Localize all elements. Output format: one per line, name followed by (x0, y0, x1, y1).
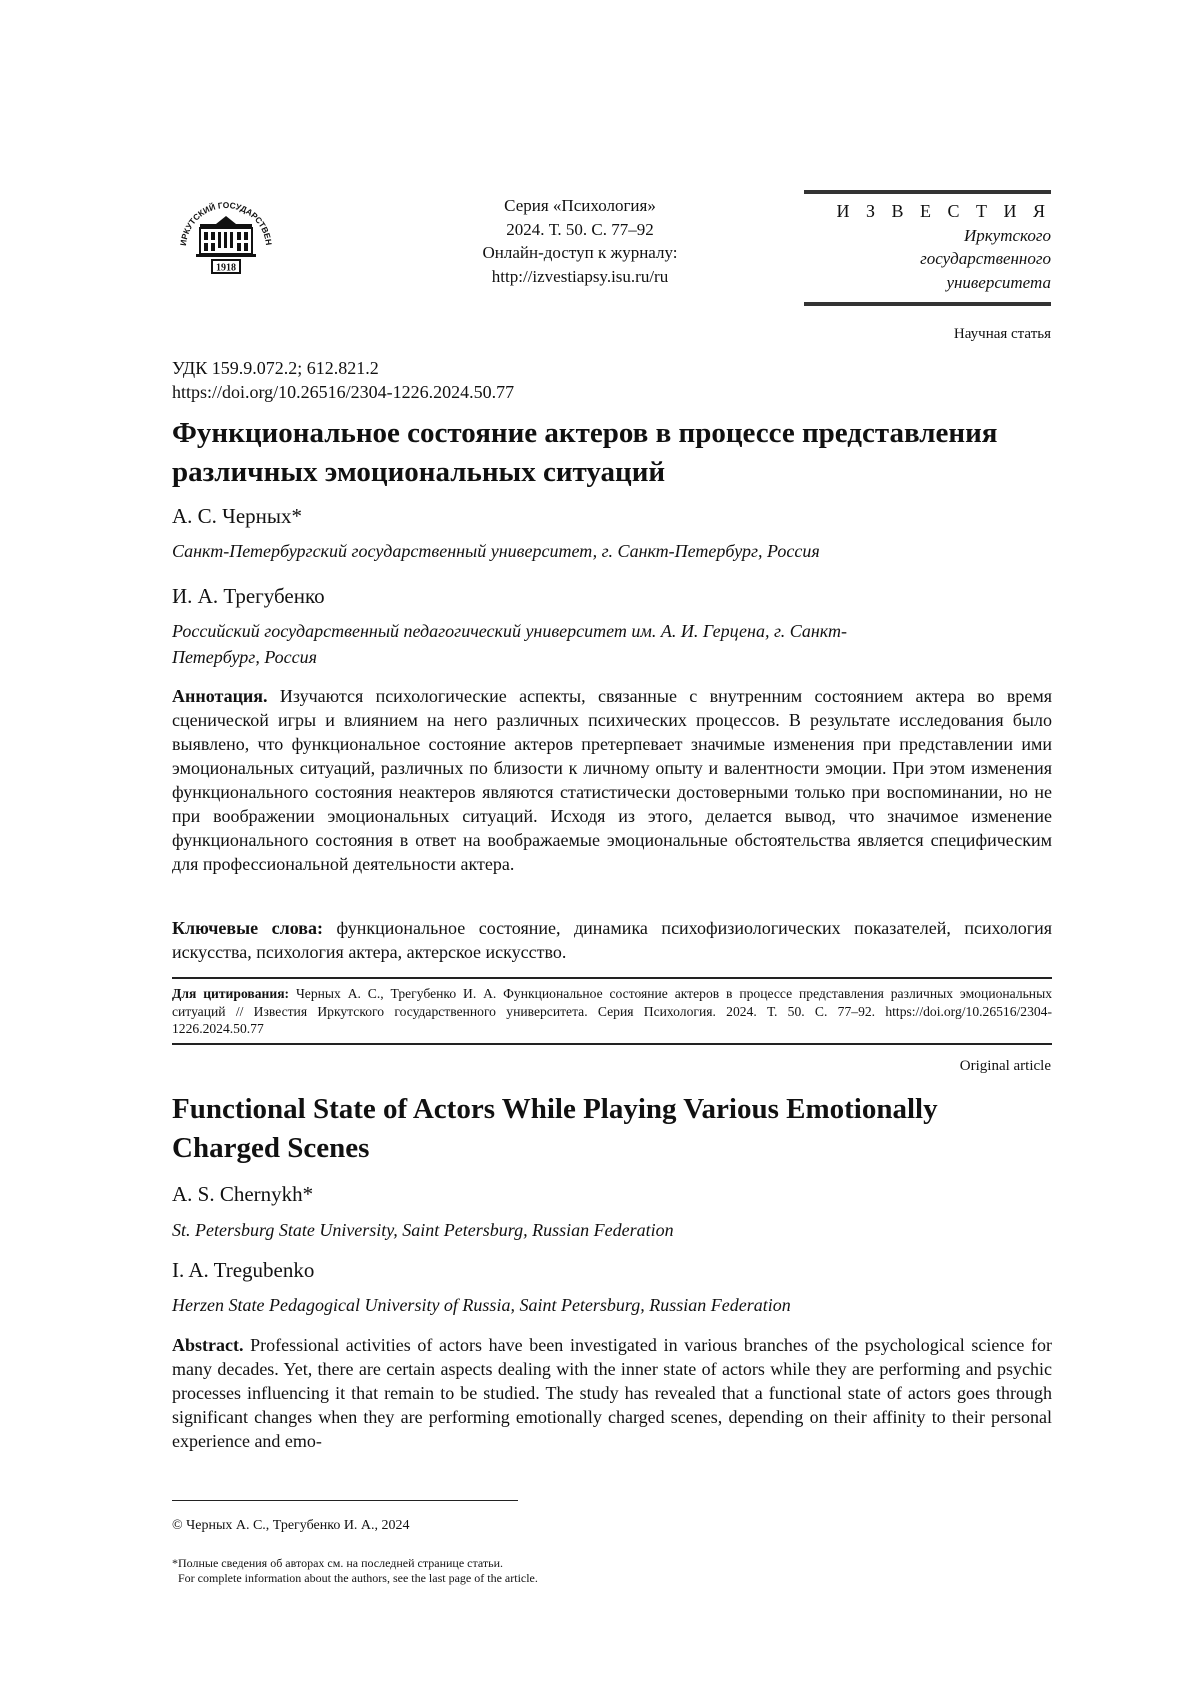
author-note (172, 1556, 538, 1586)
doi[interactable]: https://doi.org/10.26516/2304-1226.2024.50.77 (172, 382, 515, 402)
keywords-ru-text: функциональное состояние, динамика психофизиологических показателей, психология искусства, психология актера, актерское искусство. (172, 918, 1053, 962)
journal-title: И З В Е С Т И Я (836, 201, 1051, 221)
citation-text: Черных А. С., Трегубенко И. А. Функциональное состояние актеров в процессе представления различных эмоциональных ситуаций // Известия Иркутского государственного университета. Серия Психология. 2024. Т. 50. С. 77–92. https://doi.org/10.26516/2304-1226.2024.50.77 (172, 986, 1053, 1036)
footnote-rule (172, 1500, 518, 1501)
author-en-2: I. A. Tregubenko (172, 1258, 315, 1282)
title-ru: Функциональное состояние актеров в процессе представления различных эмоциональных ситуаций (172, 417, 998, 488)
title-en: Functional State of Actors While Playing Various Emotionally Charged Scenes (172, 1093, 938, 1164)
logo-year: 1918 (216, 262, 236, 274)
seal-icon (172, 186, 280, 294)
author-en-1: A. S. Chernykh* (172, 1182, 314, 1206)
abstract-en-label: Abstract. (172, 1335, 244, 1355)
journal-masthead (804, 190, 1051, 306)
author-note-ru: *Полные сведения об авторах см. на последней странице статьи. (172, 1556, 504, 1570)
citation-label: Для цитирования: (172, 986, 290, 1001)
author-note-en: For complete information about the authors, see the last page of the article. (178, 1571, 538, 1585)
series-volume: 2024. Т. 50. С. 77–92 (506, 219, 654, 239)
abstract-ru (172, 684, 1052, 876)
affiliation-en-2: Herzen State Pedagogical University of Russia, Saint Petersburg, Russian Federation (172, 1295, 791, 1315)
abstract-ru-label: Аннотация. (172, 686, 268, 706)
university-logo (172, 186, 280, 294)
masthead-rule-top (804, 190, 1051, 194)
logo-arc-text: ИРКУТСКИЙ ГОСУДАРСТВЕН (177, 199, 274, 247)
citation-box (172, 977, 1052, 1045)
keywords-ru (172, 916, 1052, 964)
copyright: © Черных А. С., Трегубенко И. А., 2024 (172, 1518, 410, 1533)
affiliation-ru-1: Санкт-Петербургский государственный университет, г. Санкт-Петербург, Россия (172, 541, 820, 561)
keywords-ru-label: Ключевые слова: (172, 918, 324, 938)
author-ru-1: А. С. Черных* (172, 504, 302, 528)
series-online-label: Онлайн-доступ к журналу: (482, 243, 678, 262)
author-ru-2: И. А. Трегубенко (172, 584, 325, 608)
series-info (430, 194, 730, 288)
svg-text:ИРКУТСКИЙ ГОСУДАРСТВЕННЫЙ УНИВ (172, 186, 274, 246)
article-type-ru: Научная статья (953, 326, 1051, 342)
affiliation-en-1: St. Petersburg State University, Saint Petersburg, Russian Federation (172, 1220, 674, 1240)
series-name: Серия «Психология» (504, 196, 656, 215)
article-type-en: Original article (959, 1058, 1051, 1074)
journal-sub-line-1: Иркутского (963, 225, 1051, 245)
udc: УДК 159.9.072.2; 612.821.2 (172, 358, 379, 378)
masthead-rule-bottom (804, 302, 1051, 306)
udc-doi (172, 356, 514, 404)
journal-sub-line-3: университета (946, 272, 1051, 292)
journal-sub-line-2: государственного (920, 249, 1051, 268)
abstract-en-text: Professional activities of actors have been investigated in various branches of the psychological science for many decades. Yet, there are certain aspects dealing with the inner state of actors while they are performing and psychic processes influencing it that remain to be studied. The study has revealed that a functional state of actors goes through significant changes when they are performing emotionally charged scenes, depending on their affinity to their personal experience and emo- (172, 1335, 1052, 1451)
affiliation-ru-2: Российский государственный педагогический университет им. А. И. Герцена, г. Санкт-Петербург, Россия (172, 621, 847, 667)
abstract-ru-text: Изучаются психологические аспекты, связанные с внутренним состоянием актера во время сценической игры и влиянием на него различных психических процессов. В результате исследования было выявлено, что функциональное состояние актеров претерпевает значимые изменения при представлении ими эмоциональных ситуаций, различных по близости к личному опыту и валентности эмоции. При этом изменения функционального состояния неактеров являются статистически достоверными только при воспоминании, но не при воображении эмоциональных ситуаций. Исходя из этого, делается вывод, что значимое изменение функционального состояния в ответ на воображаемые эмоциональные обстоятельства является специфическим для профессиональной деятельности актера. (172, 686, 1052, 874)
series-url: http://izvestiapsy.isu.ru/ru (491, 266, 669, 286)
abstract-en (172, 1333, 1052, 1453)
